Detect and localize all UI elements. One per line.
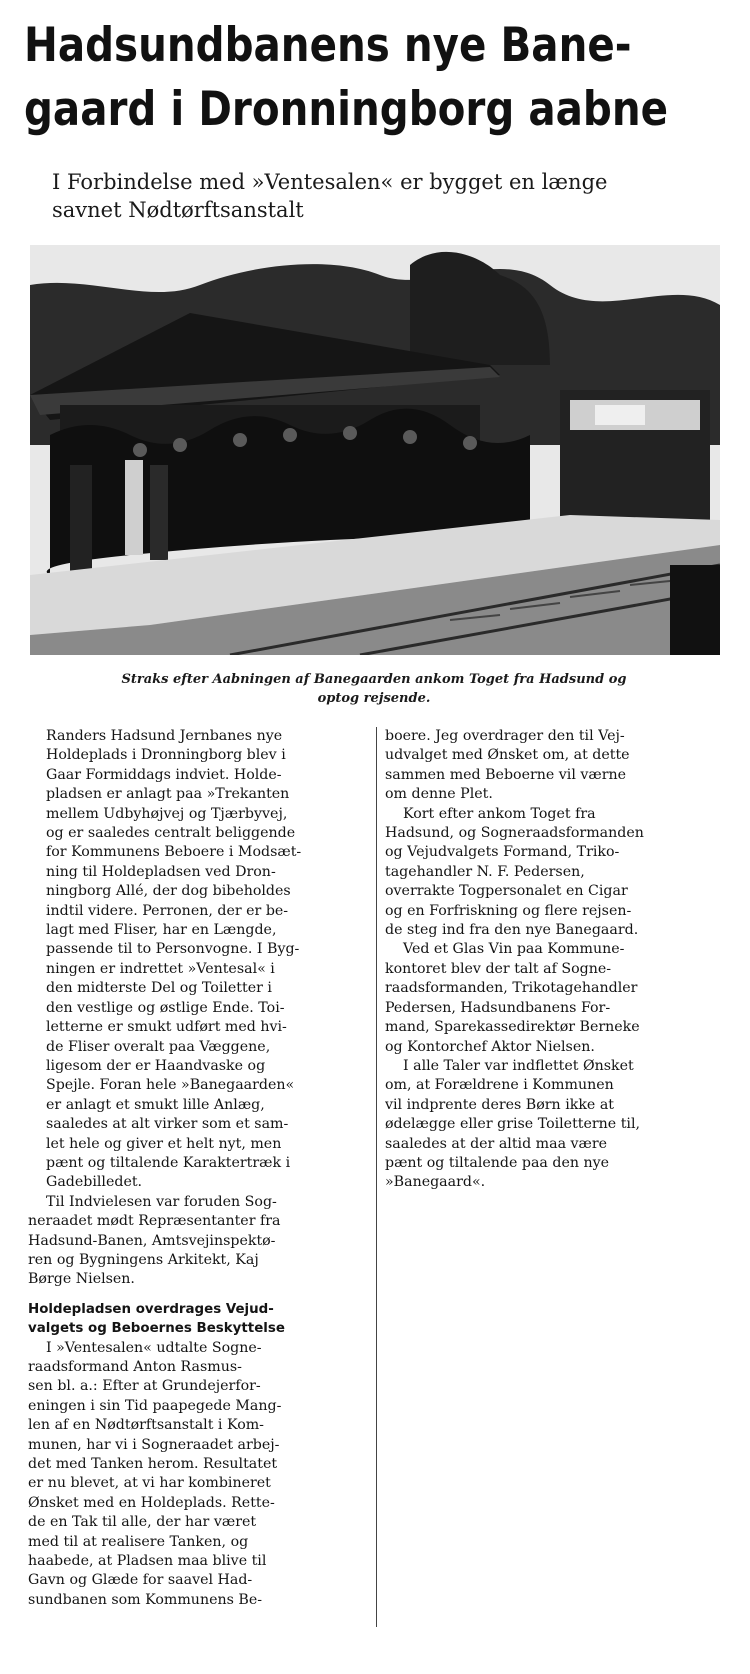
column-divider [376, 727, 377, 1627]
text-line: raadsformand Anton Rasmus- [28, 1359, 242, 1375]
text-line: med til at realisere Tanken, og [28, 1533, 249, 1550]
text-line: de en Tak til alle, der har været [28, 1514, 257, 1531]
text-line: mand, Sparekassedirektør Berneke [385, 1019, 640, 1036]
text-line: udvalget med Ønsket om, at dette [385, 747, 630, 764]
text-line: Gaar Formiddags indviet. Holde- [46, 766, 282, 783]
text-line: om, at Forældrene i Kommunen [385, 1077, 614, 1094]
text-line: og Vejudvalgets Formand, Triko- [385, 844, 620, 861]
text-line: lagt med Fliser, har en Længde, [46, 922, 277, 939]
text-line: ningborg Allé, der dog bibeholdes [46, 883, 291, 900]
text-line: saaledes at der altid maa være [385, 1135, 608, 1152]
text-line: »Banegaard«. [385, 1174, 486, 1191]
caption-line-2: optog rejsende. [317, 691, 431, 706]
text-line: vil indprente deres Børn ikke at [385, 1096, 615, 1113]
text-line: ren og Bygningens Arkitekt, Kaj [28, 1251, 259, 1268]
text-line: sammen med Beboerne vil værne [385, 766, 627, 783]
text-line: og Kontorchef Aktor Nielsen. [385, 1038, 595, 1055]
subheading-line-2: valgets og Beboernes Beskyttelse [28, 1321, 285, 1337]
text-line: det med Tanken herom. Resultatet [28, 1456, 278, 1473]
headline [24, 14, 669, 142]
paragraph-7 [385, 1057, 720, 1193]
text-line: saaledes at alt virker som et sam- [46, 1116, 289, 1133]
headline-line-2: gaard i Dronningborg aabne [24, 82, 669, 137]
text-line: indtil videre. Perronen, der er be- [46, 902, 289, 919]
station-photo [30, 245, 720, 655]
paragraph-6 [385, 940, 720, 1056]
paragraph-2 [28, 1193, 370, 1290]
text-line: Gavn og Glæde for saavel Had- [28, 1572, 253, 1589]
text-line: Kort efter ankom Toget fra [403, 805, 596, 822]
subhead-line-2: savnet Nødtørftsanstalt [52, 198, 304, 222]
text-line: mellem Udbyhøjvej og Tjærbyvej, [46, 805, 288, 822]
text-line: og en Forfriskning og flere rejsen- [385, 902, 632, 919]
text-line: pladsen er anlagt paa »Trekanten [46, 786, 290, 803]
text-line: ning til Holdepladsen ved Dron- [46, 863, 276, 880]
text-line: sundbanen som Kommunens Be- [28, 1591, 263, 1608]
paragraph-1 [28, 727, 370, 1193]
paragraph-3 [28, 1339, 370, 1611]
caption-line-1: Straks efter Aabningen af Banegaarden ankom Toget fra Hadsund og [121, 672, 627, 687]
text-line: Hadsund, og Sogneraadsformanden [385, 825, 644, 842]
text-line: I »Ventesalen« udtalte Sogne- [46, 1339, 262, 1356]
paragraph-5 [385, 805, 720, 941]
text-line: den midterste Del og Toiletter i [46, 980, 272, 997]
text-line: let hele og giver et helt nyt, men [46, 1135, 282, 1152]
text-line: pænt og tiltalende Karaktertræk i [46, 1154, 291, 1171]
subheadline [52, 168, 732, 224]
subhead-line-1: I Forbindelse med »Ventesalen« er bygget en længe [52, 170, 608, 194]
photo-caption [24, 670, 724, 708]
text-line: ningen er indrettet »Ventesal« i [46, 960, 275, 977]
text-line: len af en Nødtørftsanstalt i Kom- [28, 1417, 264, 1434]
section-subheading [28, 1300, 370, 1339]
paragraph-4 [385, 727, 720, 805]
article-column-right [385, 727, 720, 1193]
text-line: Gadebilledet. [46, 1174, 143, 1191]
article-column-left [28, 727, 370, 1610]
text-line: er nu blevet, at vi har kombineret [28, 1475, 271, 1492]
text-line: Hadsund-Banen, Amtsvejinspektø- [28, 1232, 276, 1249]
text-line: Holdeplads i Dronningborg blev i [46, 747, 286, 764]
text-line: eningen i sin Tid paapegede Mang- [28, 1397, 282, 1414]
text-line: Ved et Glas Vin paa Kommune- [403, 941, 625, 958]
text-line: raadsformanden, Trikotagehandler [385, 980, 638, 997]
text-line: de Fliser overalt paa Væggene, [46, 1038, 271, 1055]
text-line: den vestlige og østlige Ende. Toi- [46, 999, 285, 1016]
text-line: sen bl. a.: Efter at Grundejerfor- [28, 1378, 261, 1395]
text-line: er anlagt et smukt lille Anlæg, [46, 1096, 265, 1113]
text-line: munen, har vi i Sogneraadet arbej- [28, 1436, 280, 1453]
text-line: kontoret blev der talt af Sogne- [385, 960, 612, 977]
text-line: om denne Plet. [385, 786, 493, 803]
text-line: letterne er smukt udført med hvi- [46, 1019, 287, 1036]
text-line: overrakte Togpersonalet en Cigar [385, 883, 628, 900]
text-line: Til Indvielesen var foruden Sog- [46, 1193, 277, 1210]
text-line: og er saaledes centralt beliggende [46, 825, 296, 842]
headline-line-1: Hadsundbanens nye Bane- [24, 18, 632, 73]
text-line: haabede, at Pladsen maa blive til [28, 1553, 267, 1570]
text-line: boere. Jeg overdrager den til Vej- [385, 728, 625, 744]
text-line: tagehandler N. F. Pedersen, [385, 863, 585, 880]
text-line: for Kommunens Beboere i Modsæt- [46, 844, 302, 861]
subheading-line-1: Holdepladsen overdrages Vejud- [28, 1301, 274, 1317]
text-line: Ønsket med en Holdeplads. Rette- [28, 1494, 275, 1511]
text-line: ligesom der er Haandvaske og [46, 1057, 266, 1074]
text-line: Spejle. Foran hele »Banegaarden« [46, 1077, 295, 1094]
text-line: de steg ind fra den nye Banegaard. [385, 922, 639, 939]
text-line: Børge Nielsen. [28, 1271, 135, 1288]
text-line: Pedersen, Hadsundbanens For- [385, 999, 611, 1016]
text-line: pænt og tiltalende paa den nye [385, 1154, 610, 1171]
text-line: neraadet mødt Repræsentanter fra [28, 1213, 281, 1230]
text-line: ødelægge eller grise Toiletterne til, [385, 1116, 640, 1133]
text-line: Randers Hadsund Jernbanes nye [46, 728, 283, 744]
text-line: passende til to Personvogne. I Byg- [46, 941, 300, 958]
text-line: I alle Taler var indflettet Ønsket [403, 1057, 634, 1074]
